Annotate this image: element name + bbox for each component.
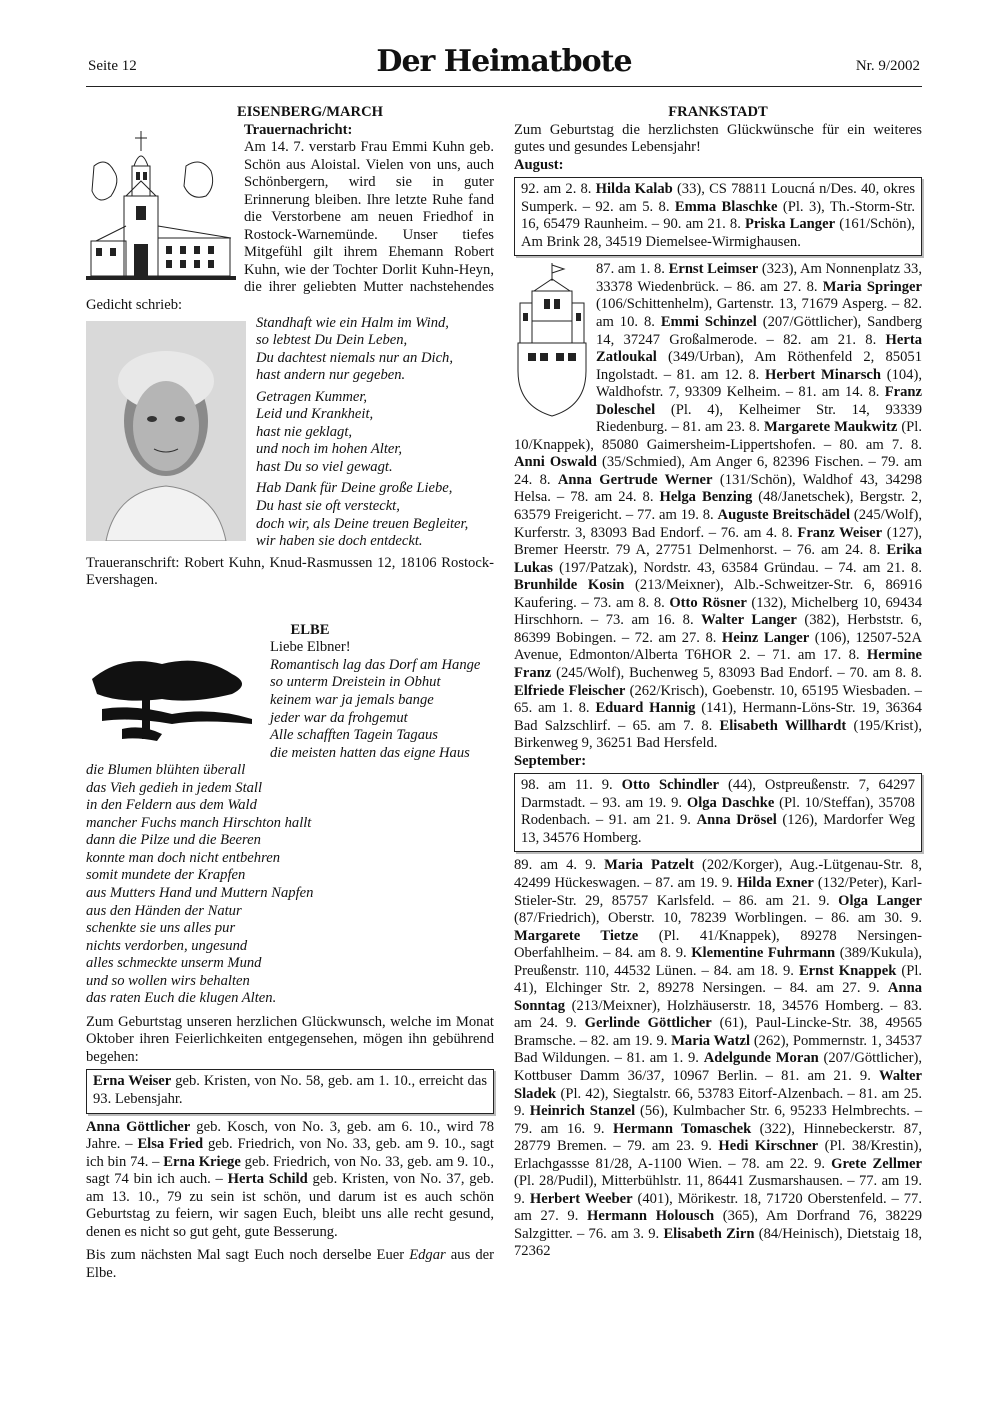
entry-text: (104), Waldhofstr. 7, 93309 Kelheim. – 81. am 14. 8. xyxy=(596,366,922,401)
entry-text: 92. am 2. 8. xyxy=(521,181,596,198)
subtitle-trauernachricht: Trauernachricht: xyxy=(244,121,353,138)
birthday-entries-elbe xyxy=(86,1119,494,1242)
entry-text: (48/Janetschek), Bergstr. 2, 63579 Freigericht. – 77. am 19. 8. xyxy=(514,489,922,524)
church-illustration xyxy=(86,126,236,286)
mourning-address: Traueranschrift: Robert Kuhn, Knud-Rasmussen 12, 18106 Rostock-Evershagen. xyxy=(86,554,494,589)
person-name: Herta Schild xyxy=(227,1171,308,1188)
entry-text: (207/Göttlicher), Kottbuser Damm 36/37, 10967 Berlin. – 81. am 21. 9. xyxy=(514,1050,922,1084)
poem-line: doch wir, als Deine treuen Begleiter, xyxy=(256,515,469,532)
person-name: Franz Weiser xyxy=(797,524,883,541)
entry-text: (245/Wolf), Kurferstr. 3, 83093 Bad Endorf. – 76. am 4. 8. xyxy=(514,507,922,541)
entry-text: geb. Kristen, von No. 37, geb. am 13. 10., 79 zu sein ist schön, und darum ist es auch schön Geburtstag zu feiern, wir sagen Euch, bleibt uns alle recht gesund, denen es nicht so gut geht, gute Besserung. xyxy=(86,1171,494,1240)
person-name: Anna Göttlicher xyxy=(86,1118,191,1135)
entry-text: (61), Paul-Lincke-Str. 38, 49565 Bramsche. – 82. am 19. 9. xyxy=(514,1015,922,1049)
poem-line: keinem war ja jemals bange xyxy=(270,691,434,708)
person-name: Maria Springer xyxy=(822,278,923,295)
month-label-september: September: xyxy=(514,752,587,769)
obituary-text: Am 14. 7. verstarb Frau Emmi Kuhn geb. Schön aus Aloistal. Vielen von uns, auch Schönbergern, wird sie in guter Erinnerung bleiben. Ihre letzte Ruhe fand die Verstorbene am neuen Friedhof in Rostock-Warnemünde. Unser tiefes Mitgefühl gilt ihrem Ehemann Robert Kuhn, wie der Tochter Dorlit Kuhn-Heyn, die ihrer geliebten Mutter nachstehendes Gedicht schrieb: xyxy=(86,139,494,314)
person-name: Elfriede Fleischer xyxy=(514,682,626,699)
person-name: Emmi Schinzel xyxy=(660,314,757,331)
poem-line: Du dachtest niemals nur an Dich, xyxy=(256,349,453,366)
person-name: Herbert Minarsch xyxy=(765,366,881,383)
poem-line: die Blumen blühten überall xyxy=(86,762,246,779)
person-name: Olga Daschke xyxy=(686,794,775,811)
portrait-photo xyxy=(86,321,246,541)
person-name: Hilda Kalab xyxy=(595,181,673,198)
person-name: Auguste Breitschädel xyxy=(717,507,851,524)
month-label-august: August: xyxy=(514,156,564,173)
poem-line: hast Du so viel gewagt. xyxy=(256,458,393,475)
person-name: Priska Langer xyxy=(744,216,836,233)
poem-line: alles schmeckte unserm Mund xyxy=(86,955,262,972)
author-name: Edgar xyxy=(409,1247,446,1264)
entry-text: (Pl. 28/Pudil), Mitterbühlstr. 11, 86441 Zusmarshausen. – 77. am 19. 9. xyxy=(514,1173,922,1207)
entry-text: (132/Peter), Karl-Stieler-Str. 29, 85757 Karlsfeld. – 86. am 21. 9. xyxy=(514,874,922,909)
highlight-box-august xyxy=(514,177,922,256)
entry-text: (44), Ostpreußenstr. 7, 64297 Darmstadt. – 93. am 19. 9. xyxy=(521,777,915,811)
coat-of-arms-illustration xyxy=(514,261,590,421)
poem-line: Leid und Krankheit, xyxy=(256,406,374,423)
person-name: Hermann Tomaschek xyxy=(613,1120,752,1137)
entry-text: (131/Schön), Waldhof 43, 34298 Helsa. – 78. am 24. 8. xyxy=(514,471,922,506)
person-name: Gerlinde Göttlicher xyxy=(584,1015,712,1032)
entry-text: (Pl. 3), Th.-Storm-Str. 16, 65479 Raunheim. – 90. am 21. 8. xyxy=(521,198,915,233)
poem-line: und so wollen wirs behalten xyxy=(86,972,250,989)
poem-line: Hab Dank für Deine große Liebe, xyxy=(256,480,453,497)
poem-line: die meisten hatten das eigne Haus xyxy=(270,744,470,761)
person-name: Elsa Fried xyxy=(137,1136,204,1153)
poem-line: so unterm Dreistein in Obhut xyxy=(270,674,441,691)
person-name: Heinz Langer xyxy=(721,629,810,646)
poem-line: Getragen Kummer, xyxy=(256,388,368,405)
person-name: Ernst Leimser xyxy=(668,261,759,278)
person-name: Heinrich Stanzel xyxy=(529,1103,636,1120)
page-number: Seite 12 xyxy=(88,58,137,74)
poem-line: Du hast sie oft versteckt, xyxy=(256,498,400,515)
person-name: Eduard Hannig xyxy=(595,700,696,717)
entry-text: (382), Herbststr. 6, 86399 Bobingen. – 72. am 27. 8. xyxy=(514,612,922,646)
poem-line: Romantisch lag das Dorf am Hange xyxy=(270,656,481,673)
person-name: Emma Blaschke xyxy=(674,198,778,215)
poem-line: wir haben sie doch entdeckt. xyxy=(256,533,423,550)
poem-line: hast andern nur gegeben. xyxy=(256,367,406,384)
person-name: Anna Drösel xyxy=(696,812,777,829)
poem-line: dann die Pilze und die Beeren xyxy=(86,832,261,849)
person-name: Otto Rösner xyxy=(669,594,747,611)
poem-line: und noch im hohen Alter, xyxy=(256,441,403,458)
poem-line: Standhaft wie ein Halm im Wind, xyxy=(256,314,449,331)
entry-text: (132), Michelberg 10, 69434 Hirschhorn. – 73. am 16. 8. xyxy=(514,594,922,629)
right-column xyxy=(514,104,922,1261)
person-name: Otto Schindler xyxy=(621,777,719,794)
entry-text: (197/Patzak), Nordstr. 43, 63584 Gründau. – 74. am 21. 8. xyxy=(552,559,922,576)
person-name: Erna Kriege xyxy=(163,1153,241,1170)
person-name: Ernst Knappek xyxy=(798,962,897,979)
entry-text: 98. am 11. 9. xyxy=(521,777,622,794)
entry-text: (262/Krisch), Goebenstr. 10, 65195 Wiesbaden. – 65. am 1. 8. xyxy=(514,682,922,717)
entry-text: (56), Kulmbacher Str. 6, 95233 Helmbrechts. – 79. am 16. 9. xyxy=(514,1103,922,1137)
person-name: Maria Patzelt xyxy=(604,857,694,874)
section-title-eisenberg: EISENBERG/MARCH xyxy=(237,104,383,120)
section-title-elbe: ELBE xyxy=(290,621,330,638)
entry-text: (207/Göttlicher), Sandberg 14, 37247 Großalmerode. – 82. am 21. 8. xyxy=(596,314,922,348)
entry-text: (Pl. 10/Knappek), 85080 Gaimersheim-Lippertshofen. – 80. am 7. 8. xyxy=(514,419,922,453)
left-column xyxy=(86,104,494,1282)
poem-line: hast nie geklagt, xyxy=(256,423,353,440)
poem-line: in den Feldern aus dem Wald xyxy=(86,797,257,814)
entry-text: (Pl. 4), Kelheimer Str. 14, 93339 Riedenburg. – 81. am 23. 8. xyxy=(596,401,922,436)
person-name: Anna Gertrude Werner xyxy=(557,471,713,488)
entry-text: (Pl. 10/Steffan), 35708 Rodenbach. – 91. am 21. 9. xyxy=(521,794,915,829)
entry-text: (Pl. 41), Elchinger Str. 2, 89278 Nersingen. – 84. am 27. 9. xyxy=(514,962,923,997)
poem-line: nichts verdorben, ungesund xyxy=(86,937,248,954)
entry-text: (127), Bremer Heerstr. 79 A, 27751 Delmenhorst. – 76. am 24. 8. xyxy=(514,524,922,559)
poem-line: das raten Euch die klugen Alten. xyxy=(86,990,277,1007)
highlight-box-erna xyxy=(86,1069,494,1113)
entry-text: (389/Kukula), Preußenstr. 110, 44532 Lünen. – 84. am 18. 9. xyxy=(514,945,922,979)
entry-text: (106/Schittenhelm), Gartenstr. 13, 71679 Asperg. – 82. am 10. 8. xyxy=(596,296,922,331)
poem-line: so lebtest Du Dein Leben, xyxy=(256,332,408,349)
entry-text: geb. Kosch, von No. 3, geb. am 6. 10., wird 78 Jahre. – xyxy=(86,1118,494,1153)
poem-line: konnte man doch nicht entbehren xyxy=(86,849,280,866)
issue-number: Nr. 9/2002 xyxy=(855,58,920,74)
entry-text: (Pl. 42), Siegtalstr. 66, 53783 Eitorf-Alzenbach. – 81. am 25. 9. xyxy=(514,1085,922,1120)
closing-text: aus der Elbe. xyxy=(86,1247,494,1281)
person-name: Walter Sladek xyxy=(514,1067,922,1102)
person-name: Hedi Kirschner xyxy=(718,1138,819,1155)
person-name: Helga Benzing xyxy=(659,489,753,506)
highlight-box-september xyxy=(514,773,922,852)
person-name: Herbert Weeber xyxy=(529,1190,633,1207)
entry-text: (202/Korger), Aug.-Lütgenau-Str. 8, 42499 Hückeswagen. – 87. am 19. 9. xyxy=(514,857,923,891)
person-name: Hermann Holousch xyxy=(587,1208,715,1225)
person-name: Erna Weiser xyxy=(93,1073,172,1090)
entry-text: (Pl. 41/Knappek), 89278 Nersingen-Oberfahlheim. – 84. am 8. 9. xyxy=(514,927,923,962)
person-name: Grete Zellmer xyxy=(831,1155,922,1172)
poem-line: aus Mutters Hand und Muttern Napfen xyxy=(86,884,314,901)
tree-landscape-illustration xyxy=(82,649,262,749)
entry-text: (213/Meixner), Holzhäuserstr. 18, 34576 Homberg. – 83. am 24. 9. xyxy=(514,997,922,1032)
person-name: Hilda Exner xyxy=(736,874,814,891)
poem-line: aus den Händen der Natur xyxy=(86,902,242,919)
person-name: Maria Watzl xyxy=(671,1032,751,1049)
person-name: Elisabeth Zirn xyxy=(663,1225,755,1242)
entry-text: (141), Hermann-Löns-Str. 19, 36364 Bad Salzschlirf. – 65. am 7. 8. xyxy=(514,700,922,734)
masthead-title: Der Heimatbote xyxy=(376,44,632,79)
entry-text: (365), Am Dorfrand 76, 38229 Salzgitter. – 76. am 3. 9. xyxy=(514,1208,922,1242)
entry-text: (349/Urban), Am Röthenfeld 2, 85051 Ingolstadt. – 81. am 12. 8. xyxy=(596,349,922,383)
entry-text: (106), 12507-52A Avenue, Edmonton/Alberta T6HOR 2. – 71. am 17. 8. xyxy=(514,629,922,664)
person-name: Margarete Maukwitz xyxy=(763,419,898,436)
person-name: Herta Zatloukal xyxy=(596,331,922,366)
entry-text: (213/Meixner), Alb.-Schweitzer-Str. 6, 86916 Kaufering. – 73. am 8. 8. xyxy=(514,577,922,611)
entry-text: 87. am 1. 8. xyxy=(596,261,669,278)
person-name: Erika Lukas xyxy=(514,542,922,576)
entry-text: (126), Mardorfer Weg 13, 34576 Homberg. xyxy=(521,812,915,846)
poem-line: mancher Fuchs manch Hirschton hallt xyxy=(86,814,312,831)
person-name: Walter Langer xyxy=(701,612,797,629)
birthday-intro: Zum Geburtstag unseren herzlichen Glückwunsch, welche im Monat Oktober ihren Feierlichkeiten entgegensehen, mögen ihn gebührend begehen: xyxy=(86,1013,494,1065)
entry-text: 89. am 4. 9. xyxy=(514,857,605,874)
entry-text: (322), Hinnebeckerstr. 87, 28779 Bremen. – 79. am 23. 9. xyxy=(514,1120,923,1155)
entry-text: geb. Friedrich, von No. 33, geb. am 9. 10., sagt ich bin 74. – xyxy=(86,1136,494,1170)
person-name: Adelgunde Moran xyxy=(703,1050,819,1067)
person-name: Brunhilde Kosin xyxy=(514,577,625,594)
entry-text: geb. Kristen, von No. 58, geb. am 1. 10., erreicht das 93. Lebensjahr. xyxy=(93,1073,487,1107)
person-name: Margarete Tietze xyxy=(514,927,639,944)
person-name: Franz Doleschel xyxy=(596,384,922,418)
entry-text: (Pl. 38/Krestin), Erlachgassse 81/28, A-1100 Wien. – 78. am 22. 9. xyxy=(514,1138,922,1172)
poem-line: somit mundete der Krapfen xyxy=(86,867,246,884)
closing-text: Bis zum nächsten Mal sagt Euch noch derselbe Euer xyxy=(86,1247,410,1264)
poem-line: jeder war da frohgemut xyxy=(270,709,408,726)
person-name: Elisabeth Willhardt xyxy=(719,717,847,734)
person-name: Hermine Franz xyxy=(514,647,922,681)
poem-line: Alle schafften Tagein Tagaus xyxy=(270,727,438,744)
entry-text: (195/Krist), Birkenweg 9, 36251 Bad Hersfeld. xyxy=(514,717,922,752)
frankstadt-intro: Zum Geburtstag die herzlichsten Glückwünsche für ein weiteres gutes und gesundes Lebensjahr! xyxy=(514,121,922,156)
entry-text: (33), CS 78811 Loucná n/Des. 40, okres Sumperk. – 92. am 5. 8. xyxy=(521,181,915,215)
person-name: Anna Sonntag xyxy=(514,980,922,1014)
closing-note xyxy=(86,1247,494,1282)
page-header xyxy=(86,44,922,87)
poem-line: schenkte sie uns alles pur xyxy=(86,920,236,937)
entry-text: (84/Heinisch), Dietstaig 18, 72362 xyxy=(514,1225,923,1260)
person-name: Anni Oswald xyxy=(514,454,597,471)
birthday-list-september xyxy=(514,857,922,1261)
poem-line: das Vieh gedieh in jedem Stall xyxy=(86,779,263,796)
entry-text: (323), Am Nonnenplatz 33, 33378 Wiedenbrück. – 86. am 27. 8. xyxy=(596,261,922,295)
elbe-greeting: Liebe Elbner! xyxy=(270,639,351,656)
entry-text: (401), Mörikestr. 18, 71720 Oberstenfeld. – 77. am 27. 9. xyxy=(514,1190,923,1225)
entry-text: geb. Friedrich, von No. 33, geb. am 9. 10., sagt 74 bin ich auch. – xyxy=(86,1153,494,1188)
entry-text: (245/Wolf), Buchenweg 5, 83093 Bad Endorf. – 70. am 8. 8. xyxy=(551,664,922,681)
entry-text: (35/Schmied), Am Anger 6, 82396 Fischen. – 79. am 24. 8. xyxy=(514,454,922,488)
person-name: Klementine Fuhrmann xyxy=(691,945,836,962)
person-name: Olga Langer xyxy=(838,892,922,909)
entry-text: (87/Friedrich), Oberstr. 10, 78239 Worblingen. – 86. am 30. 9. xyxy=(514,910,922,927)
section-title-frankstadt: FRANKSTADT xyxy=(668,104,768,120)
entry-text: (262), Pommernstr. 1, 34537 Bad Wildungen. – 81. am 1. 9. xyxy=(514,1032,922,1067)
entry-text: (161/Schön), Am Brink 28, 34519 Diemelsee-Wirmighausen. xyxy=(521,216,915,250)
